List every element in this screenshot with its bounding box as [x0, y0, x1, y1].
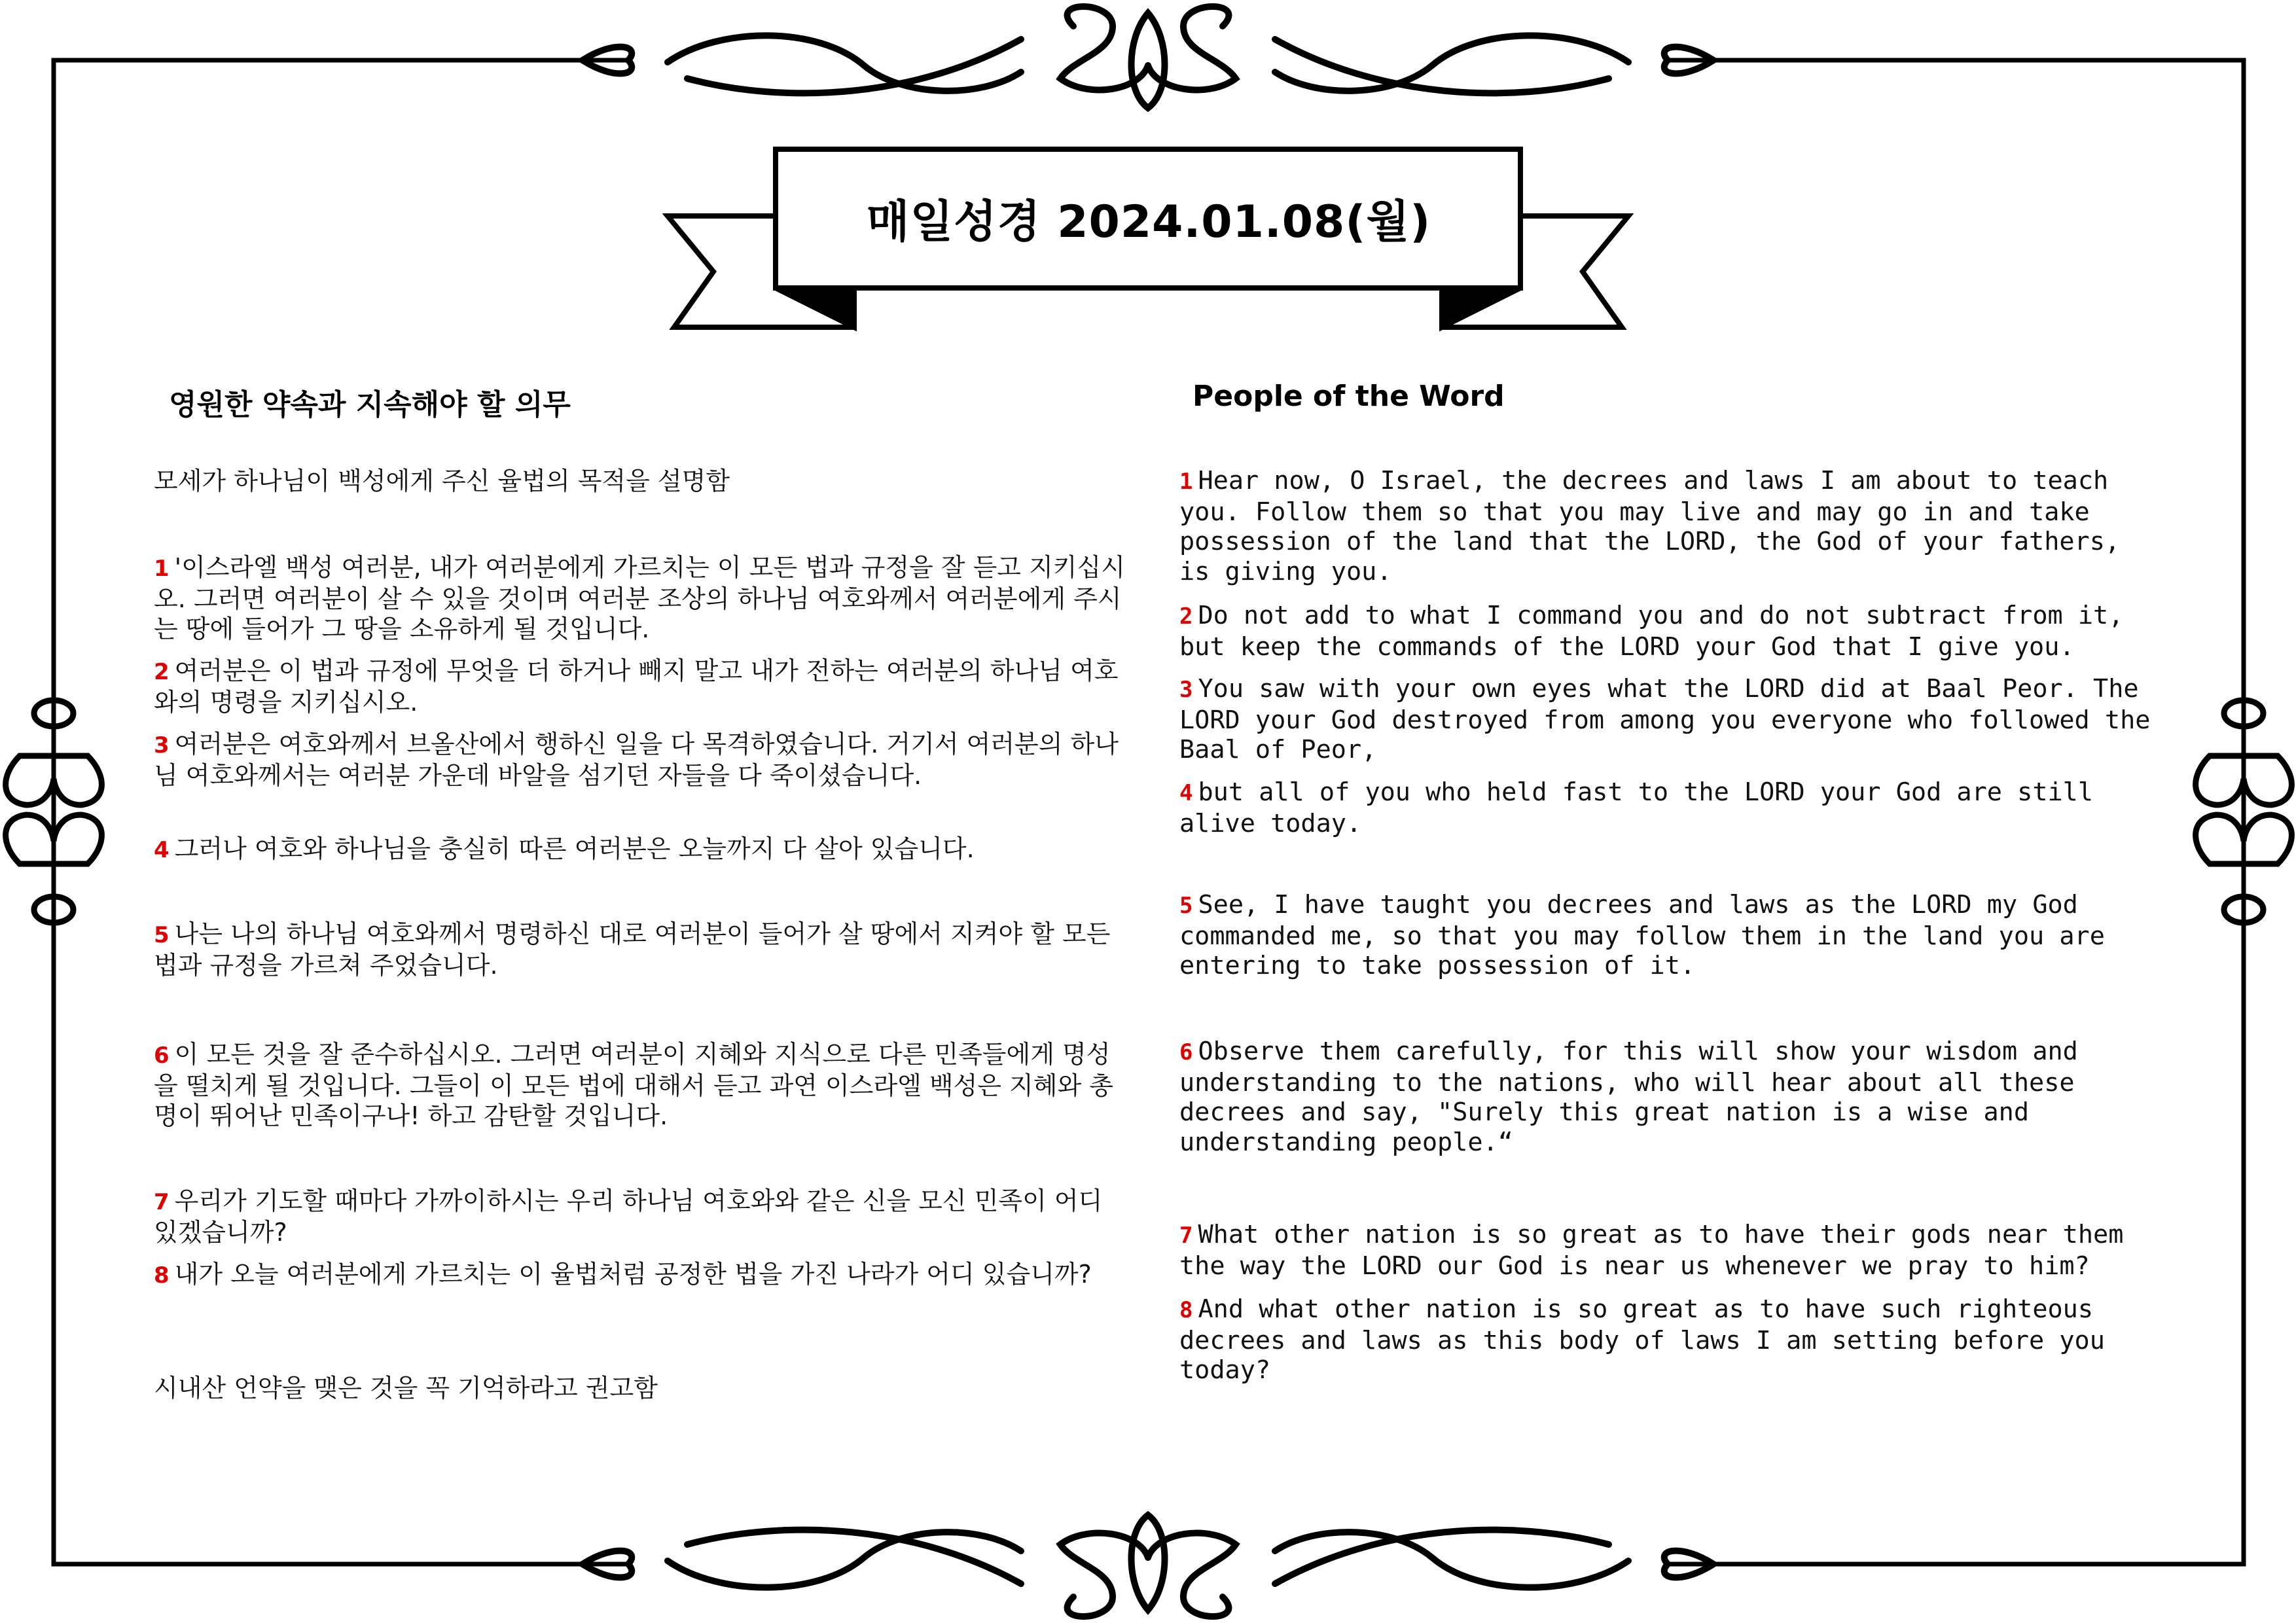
english-verse-4 — [1179, 777, 2161, 838]
verse-number: 5 — [154, 922, 170, 948]
verse-number: 2 — [154, 659, 170, 685]
english-verse-7 — [1179, 1220, 2161, 1281]
verse-text: Do not add to what I command you and do not subtract from it, but keep the commands of the LORD your God that I give you. — [1179, 601, 2124, 662]
english-verse-6 — [1179, 1037, 2161, 1157]
verse-text: What other nation is so great as to have their gods near them the way the LORD our God is near us whenever we pray to him? — [1179, 1220, 2124, 1281]
verse-text: 그러나 여호와 하나님을 충실히 따른 여러분은 오늘까지 다 살아 있습니다. — [174, 834, 975, 863]
english-verse-3 — [1179, 674, 2161, 765]
korean-verse-6 — [154, 1039, 1129, 1131]
english-verse-2 — [1179, 601, 2161, 662]
verse-text: 여러분은 여호와께서 브올산에서 행하신 일을 다 목격하였습니다. 거기서 여러분의 하나님 여호와께서는 여러분 가운데 바알을 섬기던 자들을 다 죽이셨습니다. — [154, 730, 1119, 790]
verse-text: but all of you who held fast to the LORD your God are still alive today. — [1179, 777, 2094, 838]
verse-text: And what other nation is so great as to have such righteous decrees and laws as this body of laws I am setting before you today? — [1179, 1294, 2105, 1385]
verse-number: 1 — [1179, 469, 1193, 495]
verse-text: 내가 오늘 여러분에게 가르치는 이 율법처럼 공정한 법을 가진 나라가 어디 있습니까? — [174, 1260, 1092, 1289]
bottom-flourish — [583, 1515, 1713, 1616]
banner-title: 매일성경 2024.01.08(월) — [866, 196, 1431, 248]
english-verse-8 — [1179, 1294, 2161, 1385]
verse-number: 6 — [154, 1043, 170, 1069]
korean-verse-5 — [154, 919, 1129, 980]
english-verse-1 — [1179, 466, 2161, 586]
english-verse-5 — [1179, 890, 2161, 981]
verse-text: '이스라엘 백성 여러분, 내가 여러분에게 가르치는 이 모든 법과 규정을 잘 듣고 지키십시오. 그러면 여러분이 살 수 있을 것이며 여러분 조상의 하나님 여호와께서 여러분에게 주시는 땅에 들어가 그 땅을 소유하게 될 것입니다. — [154, 553, 1125, 643]
verse-text: Hear now, O Israel, the decrees and laws I am about to teach you. Follow them so that you may live and may go in and take possession of the land that the LORD, the God of your fathers, is giving you. — [1179, 466, 2121, 586]
verse-text: You saw with your own eyes what the LORD did at Baal Peor. The LORD your God destroyed from among you everyone who followed the Baal of Peor, — [1179, 674, 2151, 764]
korean-heading: 영원한 약속과 지속해야 할 의무 — [169, 388, 571, 421]
korean-verse-4 — [154, 834, 1129, 865]
korean-closing: 시내산 언약을 맺은 것을 꼭 기억하라고 권고함 — [154, 1374, 658, 1402]
verse-text: Observe them carefully, for this will show your wisdom and understanding to the nations, who will hear about all these decrees and say, "Surely this great nation is a wise and understanding people.“ — [1179, 1037, 2078, 1157]
verse-number: 4 — [1179, 780, 1193, 806]
top-flourish — [583, 7, 1713, 108]
korean-verse-7 — [154, 1186, 1129, 1247]
verse-text: 이 모든 것을 잘 준수하십시오. 그러면 여러분이 지혜와 지식으로 다른 민족들에게 명성을 떨치게 될 것입니다. 그들이 이 모든 법에 대해서 듣고 과연 이스라엘 백성은 지혜와 총명이 뛰어난 민족이구나! 하고 감탄할 것입니다. — [154, 1040, 1113, 1130]
verse-number: 7 — [154, 1189, 170, 1215]
verse-text: 나는 나의 하나님 여호와께서 명령하신 대로 여러분이 들어가 살 땅에서 지켜야 할 모든 법과 규정을 가르쳐 주었습니다. — [154, 919, 1111, 980]
verse-number: 2 — [1179, 603, 1193, 630]
korean-verse-3 — [154, 729, 1129, 791]
verse-number: 1 — [154, 556, 170, 582]
verse-number: 3 — [1179, 677, 1193, 703]
verse-number: 4 — [154, 837, 170, 863]
verse-number: 5 — [1179, 893, 1193, 919]
korean-verse-2 — [154, 656, 1129, 717]
korean-verse-1 — [154, 552, 1129, 644]
korean-verse-8 — [154, 1259, 1129, 1291]
verse-text: See, I have taught you decrees and laws as the LORD my God commanded me, so that you may follow them in the land you are entering to take possession of it. — [1179, 890, 2105, 980]
verse-number: 8 — [1179, 1297, 1193, 1323]
verse-text: 우리가 기도할 때마다 가까이하시는 우리 하나님 여호와와 같은 신을 모신 민족이 어디 있겠습니까? — [154, 1186, 1103, 1247]
korean-intro: 모세가 하나님이 백성에게 주신 율법의 목적을 설명함 — [154, 467, 730, 495]
verse-text: 여러분은 이 법과 규정에 무엇을 더 하거나 빼지 말고 내가 전하는 여러분의 하나님 여호와의 명령을 지키십시오. — [154, 656, 1119, 717]
verse-number: 8 — [154, 1262, 170, 1289]
verse-number: 7 — [1179, 1222, 1193, 1249]
english-heading: People of the Word — [1193, 380, 1505, 413]
verse-number: 6 — [1179, 1039, 1193, 1065]
verse-number: 3 — [154, 732, 170, 758]
